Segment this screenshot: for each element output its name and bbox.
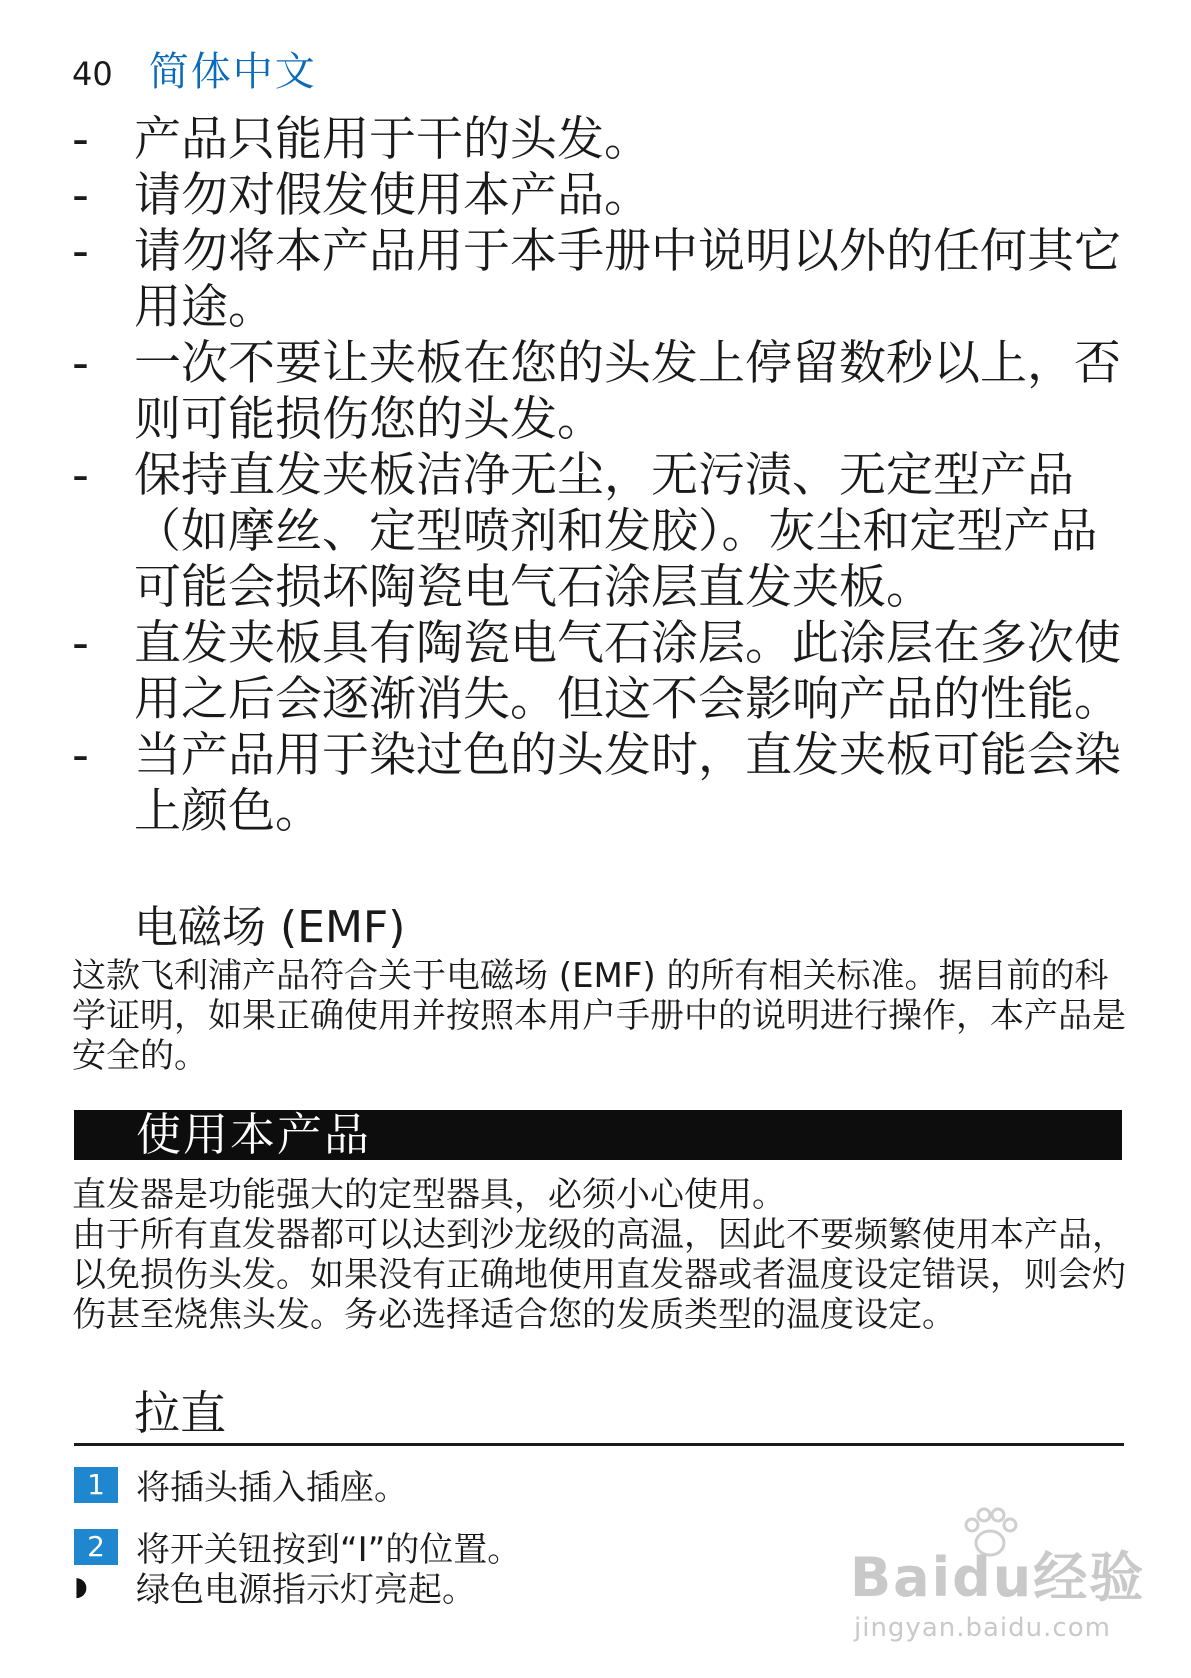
bullet-text: 请勿将本产品用于本手册中说明以外的任何其它用途。 (134, 224, 1121, 335)
page-number: 40 (72, 55, 113, 93)
watermark-url: jingyan.baidu.com (854, 1613, 1111, 1643)
result-arrow-icon: ◗ (74, 1571, 88, 1602)
emf-paragraph: 这款飞利浦产品符合关于电磁场 (EMF) 的所有相关标准。据目前的科学证明，如果正确使用并按照本用户手册中的说明进行操作，本产品是安全的。 (72, 956, 1126, 1076)
list-item (72, 168, 1132, 224)
usage-paragraph: 直发器是功能强大的定型器具，必须小心使用。 (72, 1175, 786, 1215)
list-item (72, 616, 1132, 728)
step-number-badge: 1 (74, 1467, 118, 1503)
usage-paragraph: 由于所有直发器都可以达到沙龙级的高温，因此不要频繁使用本产品，以免损伤头发。如果没有正确地使用直发器或者温度设定错误，则会灼伤甚至烧焦头发。务必选择适合您的发质类型的温度设定。 (72, 1215, 1126, 1335)
bullet-dash: - (72, 168, 89, 223)
bullet-dash: - (72, 336, 89, 391)
step-text: 将开关钮按到“I”的位置。 (136, 1530, 522, 1570)
bullet-dash: - (72, 728, 89, 783)
bullet-text: 请勿对假发使用本产品。 (134, 168, 651, 223)
straighten-heading: 拉直 (134, 1386, 226, 1440)
result-text: 绿色电源指示灯亮起。 (136, 1570, 476, 1610)
bullet-text: 当产品用于染过色的头发时，直发夹板可能会染上颜色。 (134, 728, 1121, 839)
language-label: 简体中文 (148, 49, 317, 95)
step-text: 将插头插入插座。 (136, 1468, 408, 1508)
list-item (72, 336, 1132, 448)
list-item (72, 224, 1132, 336)
bullet-text: 保持直发夹板洁净无尘，无污渍、无定型产品（如摩丝、定型喷剂和发胶）。灰尘和定型产品可能会损坏陶瓷电气石涂层直发夹板。 (134, 448, 1098, 615)
section-heading-bar (74, 1110, 1122, 1160)
step-number-badge: 2 (74, 1529, 118, 1565)
usage-text (72, 1175, 1132, 1335)
bullet-text: 一次不要让夹板在您的头发上停留数秒以上，否则可能损伤您的头发。 (134, 336, 1121, 447)
list-item (72, 448, 1132, 616)
bullet-text: 产品只能用于干的头发。 (134, 112, 651, 167)
baidu-watermark (850, 1535, 1170, 1655)
bullet-dash: - (72, 616, 89, 671)
page-header (72, 40, 317, 97)
safety-bullet-list (72, 112, 1132, 840)
bullet-dash: - (72, 448, 89, 503)
heading-divider (74, 1443, 1124, 1446)
bullet-text: 直发夹板具有陶瓷电气石涂层。此涂层在多次使用之后会逐渐消失。但这不会影响产品的性能。 (134, 616, 1121, 727)
list-item (72, 112, 1132, 168)
section-heading-text: 使用本产品 (136, 1108, 372, 1161)
bullet-dash: - (72, 224, 89, 279)
step-item (74, 1460, 408, 1509)
step-result (74, 1562, 476, 1611)
emf-heading: 电磁场 (EMF) (134, 902, 406, 953)
watermark-logo: Baidu经验 (850, 1546, 1146, 1609)
bullet-dash: - (72, 112, 89, 167)
list-item (72, 728, 1132, 840)
